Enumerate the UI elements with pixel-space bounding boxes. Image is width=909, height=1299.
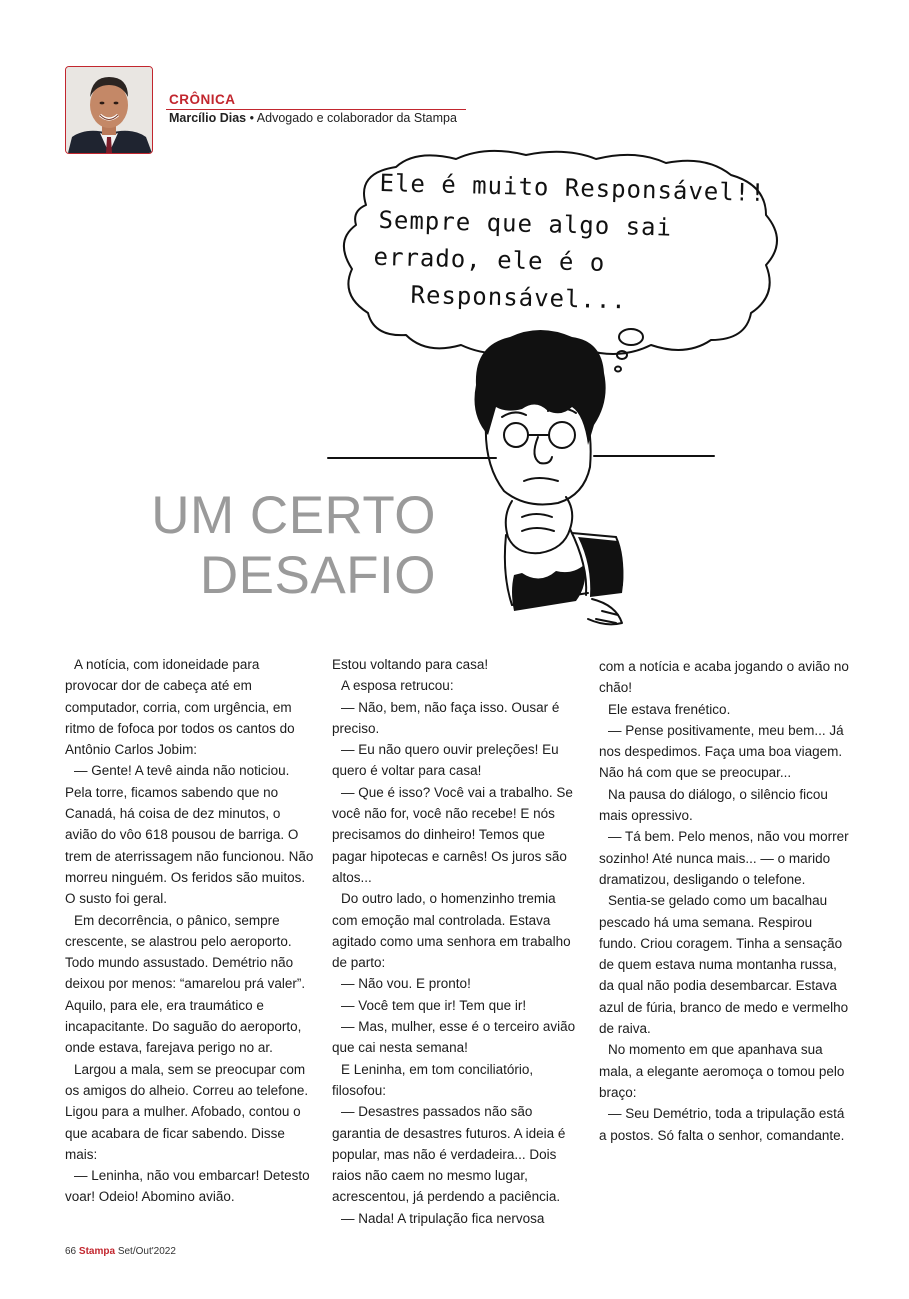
author-photo — [65, 66, 153, 154]
article-paragraph: Estou voltando para casa! — [332, 657, 489, 672]
thought-line: Sempre que algo sai — [378, 205, 673, 242]
article-paragraph: — Pense positivamente, meu bem... Já nos despedimos. Faça uma boa viagem. Não há com que se preocupar... — [599, 722, 844, 781]
byline — [169, 111, 457, 125]
article-paragraph: — Leninha, não vou embarcar! Detesto voar! Odeio! Abomino avião. — [65, 1168, 310, 1205]
article-paragraph: — Não, bem, não faça isso. Ousar é preciso. — [332, 699, 560, 736]
thought-line: Responsável... — [410, 280, 628, 315]
article-paragraph: — Gente! A tevê ainda não noticiou. Pela torre, ficamos sabendo que no Canadá, há coisa de dez minutos, o avião do vôo 618 pousou de barriga. O trem de aterrissagem não funcionou. Não morreu ninguém. Os feridos são muitos. O susto foi geral. — [65, 763, 314, 907]
article-paragraph: — Eu não quero ouvir preleções! Eu quero é voltar para casa! — [332, 742, 559, 779]
article-paragraph: Ele estava frenético. — [608, 701, 731, 717]
page-footer — [65, 1246, 176, 1257]
thought-line: errado, ele é o — [373, 242, 606, 277]
article-paragraph: — Não vou. E pronto! — [341, 976, 471, 992]
article-paragraph: Largou a mala, sem se preocupar com os amigos do alheio. Correu ao telefone. Ligou para a mulher. Afobado, contou o que acabara de ficar sabendo. Disse mais: — [65, 1061, 309, 1162]
byline-separator: • — [249, 111, 254, 125]
article-title — [100, 486, 436, 606]
title-line-2: DESAFIO — [199, 546, 436, 605]
article-paragraph: Em decorrência, o pânico, sempre crescente, se alastrou pelo aeroporto. Todo mundo assustado. Demétrio não deixou por menos: “amarelou prá valer”. Aquilo, para ele, era traumático e incapacitante. Do saguão do aeroporto, onde estava, farejava perigo no ar. — [65, 912, 306, 1056]
author-portrait-icon — [66, 67, 152, 153]
thought-line: Ele é muito Responsável!! — [379, 168, 767, 208]
article-paragraph: E Leninha, em tom conciliatório, filosofou: — [332, 1061, 534, 1098]
article-column-3 — [599, 656, 849, 1146]
article-paragraph: No momento em que apanhava sua mala, a elegante aeromoça o tomou pelo braço: — [599, 1042, 845, 1100]
article-column-2 — [332, 654, 582, 1229]
article-column-1 — [65, 654, 315, 1208]
article-paragraph: Do outro lado, o homenzinho tremia com emoção mal controlada. Estava agitado como uma senhora em trabalho de parto: — [332, 891, 571, 971]
article-paragraph: A esposa retrucou: — [341, 678, 454, 694]
article-paragraph: — Nada! A tripulação fica nervosa — [341, 1210, 545, 1226]
header-divider — [166, 109, 466, 110]
author-role: Advogado e colaborador da Stampa — [256, 111, 457, 125]
title-line-1: UM CERTO — [151, 486, 436, 545]
article-paragraph: — Desastres passados não são garantia de desastres futuros. A ideia é popular, mas não é verdadeira... Dois raios não caem no mesmo lugar, acrescentou, já perdendo a paciência. — [332, 1104, 566, 1205]
article-paragraph: Sentia-se gelado como um bacalhau pescado há uma semana. Respirou fundo. Criou coragem. Tinha a sensação de quem estava numa montanha russa, da qual não podia desembarcar. Estava azul de fúria, branco de medo e vermelho de raiva. — [599, 893, 849, 1037]
section-label: CRÔNICA — [169, 92, 236, 107]
thought-bubble-text — [370, 165, 774, 323]
article-paragraph: — Você tem que ir! Tem que ir! — [341, 997, 527, 1013]
article-paragraph: — Seu Demétrio, toda a tripulação está a postos. Só falta o senhor, comandante. — [599, 1106, 845, 1143]
magazine-brand: Stampa — [78, 1246, 116, 1257]
author-name: Marcílio Dias — [169, 111, 247, 125]
article-paragraph: — Mas, mulher, esse é o terceiro avião que cai nesta semana! — [332, 1019, 576, 1056]
article-paragraph: Na pausa do diálogo, o silêncio ficou mais opressivo. — [599, 786, 828, 824]
issue-date: Set/Out'2022 — [117, 1246, 176, 1257]
page-number: 66 — [65, 1246, 77, 1257]
article-paragraph: — Que é isso? Você vai a trabalho. Se você não for, você não recebe! E nós precisamos do dinheiro! Temos que pagar hipotecas e carnês! Os juros são altos... — [332, 784, 573, 885]
article-paragraph: com a notícia e acaba jogando o avião no chão! — [599, 659, 849, 696]
article-paragraph: A notícia, com idoneidade para provocar dor de cabeça até em computador, corria, com urgência, em ritmo de fofoca por todos os cantos do Antônio Carlos Jobim: — [65, 657, 295, 758]
article-paragraph: — Tá bem. Pelo menos, não vou morrer sozinho! Até nunca mais... — o marido dramatizou, desligando o telefone. — [599, 829, 849, 887]
